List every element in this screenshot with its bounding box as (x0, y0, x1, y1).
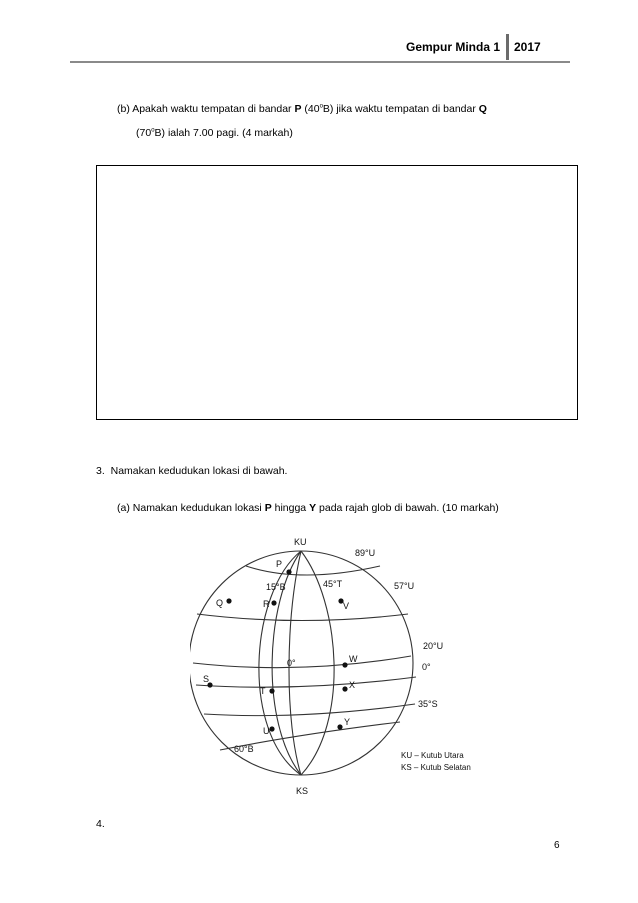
point-w-label: W (349, 654, 358, 664)
legend-ks: KS – Kutub Selatan (401, 763, 471, 772)
question-text: Namakan kedudukan lokasi di bawah. (110, 465, 288, 477)
point-r-label: R (263, 599, 270, 609)
city-p: P (294, 103, 302, 115)
answer-box[interactable] (96, 165, 578, 420)
point-u-label: U (263, 726, 270, 736)
lat89-label: 89°U (355, 548, 376, 558)
point-t (269, 688, 274, 693)
question-text: hingga (271, 502, 310, 514)
question-text: B) ialah 7.00 pagi. (4 markah) (154, 127, 293, 139)
lat57-label: 57°U (394, 581, 415, 591)
page-number: 6 (554, 840, 560, 851)
lat35-label: 35°S (418, 699, 438, 709)
part-label: (b) (117, 103, 130, 115)
header-separator (506, 34, 509, 60)
point-q (226, 598, 231, 603)
question-text: B) jika waktu tempatan di bandar (322, 103, 479, 115)
question-text: Apakah waktu tempatan di bandar (132, 103, 295, 115)
legend-ku: KU – Kutub Utara (401, 751, 464, 760)
globe-diagram (190, 532, 510, 800)
point-x (342, 686, 347, 691)
header-year: 2017 (514, 40, 541, 54)
part-label: (a) (117, 502, 130, 514)
degree-mark: o (319, 103, 323, 110)
question-text: Namakan kedudukan lokasi (132, 502, 265, 514)
point-s-label: S (203, 674, 210, 684)
question-3 (96, 465, 287, 477)
point-v-label: V (343, 601, 350, 611)
point-y-ref: Y (309, 502, 317, 514)
globe-outline (190, 551, 413, 775)
equator-label: 0° (422, 662, 431, 672)
prime-label: 0° (287, 658, 296, 668)
equator (196, 677, 416, 687)
point-x-label: X (349, 680, 356, 690)
point-u (269, 726, 274, 731)
header-title: Gempur Minda 1 (405, 40, 500, 54)
question-text: (40 (301, 103, 320, 115)
lon60-label: 60°B (234, 744, 254, 754)
point-p (286, 569, 291, 574)
latitude-35 (204, 704, 415, 716)
point-p-ref: P (264, 502, 272, 514)
latitude-57 (197, 614, 408, 621)
city-q: Q (478, 103, 487, 115)
question-2b-line2 (136, 127, 293, 139)
degree-mark: o (151, 127, 155, 134)
south-pole-label: KS (296, 786, 309, 796)
question-2b-line1 (117, 103, 487, 115)
point-p-label: P (276, 559, 283, 569)
question-number: 3. (96, 465, 105, 477)
point-r (271, 600, 276, 605)
lon15-label: 15°B (266, 582, 286, 592)
point-w (342, 662, 347, 667)
question-4: 4. (96, 818, 105, 830)
latitude-20 (193, 656, 411, 668)
lon45-label: 45°T (323, 579, 343, 589)
header-rule (70, 61, 570, 63)
question-text: (70 (136, 127, 152, 139)
point-t-label: T (260, 686, 266, 696)
lat20-label: 20°U (423, 641, 444, 651)
north-pole-label: KU (294, 537, 307, 547)
question-3a (117, 502, 499, 514)
point-q-label: Q (216, 598, 224, 608)
point-y-label: Y (344, 717, 351, 727)
point-y (337, 724, 342, 729)
question-text: pada rajah glob di bawah. (10 markah) (316, 502, 499, 514)
